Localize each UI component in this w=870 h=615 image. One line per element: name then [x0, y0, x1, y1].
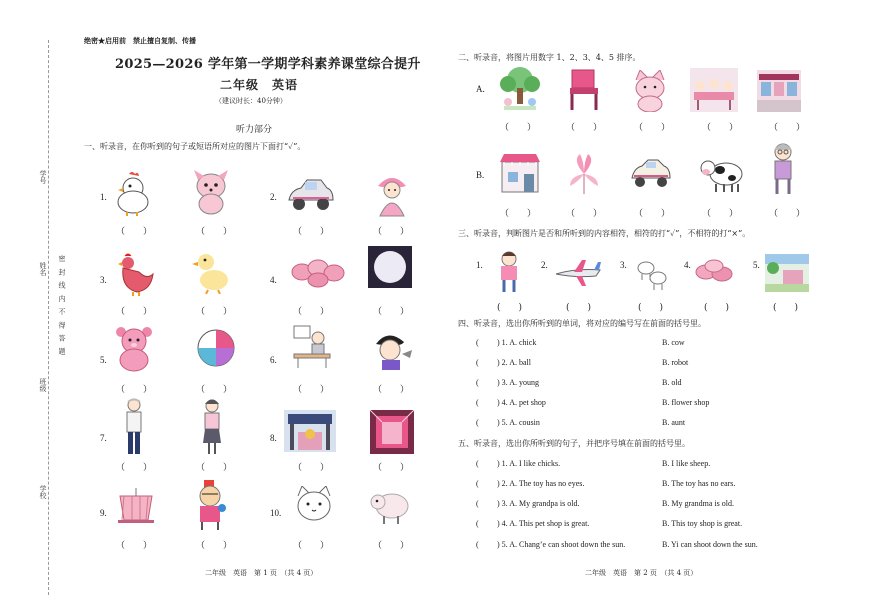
q8b-answer-blank[interactable]: （ ） — [373, 463, 410, 473]
doll-image — [372, 172, 412, 218]
q6a-answer-blank[interactable]: （ ） — [293, 385, 330, 395]
q9a-answer-blank[interactable]: （ ） — [116, 541, 153, 551]
s5-q4-option-a: ) 4. A. This pet shop is great. — [497, 519, 590, 528]
b1-answer-blank[interactable]: （ ） — [500, 209, 537, 219]
q10b-answer-blank[interactable]: （ ） — [373, 541, 410, 551]
lantern-image — [112, 486, 160, 526]
q1-number: 1. — [100, 192, 107, 202]
time-note: （建议时长：40分钟） — [215, 97, 287, 105]
q8a-answer-blank[interactable]: （ ） — [293, 463, 330, 473]
s5-q1-option-a: ) 1. A. I like chicks. — [497, 459, 561, 468]
s4-q5-open-paren: ( — [476, 418, 479, 427]
q6-number: 6. — [270, 355, 277, 365]
ball-image — [194, 326, 238, 370]
s4-q4-option-a: ) 4. A. pet shop — [497, 398, 546, 407]
q3b-answer-blank[interactable]: （ ） — [196, 307, 233, 317]
footer-page-2: 二年级 英语 第 2 页 （共 4 页） — [585, 569, 698, 577]
s5-q4-option-b: B. This toy shop is great. — [662, 519, 743, 528]
b4-answer-blank[interactable]: （ ） — [702, 209, 739, 219]
a5-answer-blank[interactable]: （ ） — [769, 123, 806, 133]
margin-seal-note: 密 封 线 内 不 得 答 题 — [58, 255, 66, 357]
section1-title: 一、听录音，在你听到的句子或短语所对应的图片下面打“✓”。 — [84, 142, 306, 151]
q5-number: 5. — [100, 355, 107, 365]
s3-q4-number: 4. — [684, 260, 691, 270]
section4-title: 四、听录音，选出你所听到的单词，将对应的编号写在前面的括号里。 — [458, 319, 706, 328]
s3-q3-blank[interactable]: ( ) — [638, 303, 664, 313]
s3-q3-number: 3. — [620, 260, 627, 270]
grandma-image — [200, 398, 224, 456]
b5-answer-blank[interactable]: （ ） — [769, 209, 806, 219]
s4-q2-option-a: ) 2. A. ball — [497, 358, 531, 367]
drawing-child-image — [292, 324, 332, 370]
s5-q4-open-paren: ( — [476, 519, 479, 528]
exam-title: 2025—2026 学年第一学期学科素养课堂综合提升 — [115, 57, 421, 72]
seal-line-dashes — [48, 40, 49, 595]
s5-q2-option-a: ) 2. A. The toy has no eyes. — [497, 479, 585, 488]
shop-street-image — [757, 70, 801, 112]
q7b-answer-blank[interactable]: （ ） — [196, 463, 233, 473]
duckling-image — [190, 248, 232, 294]
q9-number: 9. — [100, 508, 107, 518]
s4-q3-open-paren: ( — [476, 378, 479, 387]
airplane-image — [554, 258, 602, 288]
s4-q5-option-b: B. aunt — [662, 418, 686, 427]
chair-image — [566, 68, 602, 112]
row-b-label: B. — [476, 170, 485, 180]
grandpa-image — [122, 398, 146, 456]
a2-answer-blank[interactable]: （ ） — [566, 123, 603, 133]
pet-shop-image — [498, 152, 542, 194]
s3-q2-number: 2. — [541, 260, 548, 270]
grandmother-image — [768, 142, 798, 196]
kitten-image — [630, 70, 670, 112]
s5-q2-open-paren: ( — [476, 479, 479, 488]
teddy-bear-image — [113, 326, 155, 372]
child-eating-image — [372, 330, 416, 370]
toy-car-b-image — [628, 156, 672, 192]
q3-number: 3. — [100, 275, 107, 285]
b2-answer-blank[interactable]: （ ） — [566, 209, 603, 219]
section3-title: 三、听录音，判断图片是否和所听到的内容相符，相符的打“✓”，不相符的打“×”。 — [458, 229, 751, 238]
s5-q1-open-paren: ( — [476, 459, 479, 468]
s5-q1-option-b: B. I like sheep. — [662, 459, 711, 468]
q10-number: 10. — [270, 508, 282, 518]
b3-answer-blank[interactable]: （ ） — [634, 209, 671, 219]
section2-title: 二、听录音，将图片用数字 1、2、3、4、5 排序。 — [458, 53, 641, 62]
s4-q1-option-a: ) 1. A. chick — [497, 338, 537, 347]
s4-q4-option-b: B. flower shop — [662, 398, 710, 407]
margin-name: 姓名 — [39, 262, 47, 276]
q7a-answer-blank[interactable]: （ ） — [116, 463, 153, 473]
q3a-answer-blank[interactable]: （ ） — [116, 307, 153, 317]
s5-q3-open-paren: ( — [476, 499, 479, 508]
toy-shop-image — [370, 410, 414, 454]
s4-q2-open-paren: ( — [476, 358, 479, 367]
goats-image — [634, 254, 668, 290]
park-image — [765, 254, 809, 292]
q4a-answer-blank[interactable]: （ ） — [293, 307, 330, 317]
s3-q5-number: 5. — [753, 260, 760, 270]
q7-number: 7. — [100, 433, 107, 443]
s5-q3-option-b: B. My grandma is old. — [662, 499, 734, 508]
hen-image — [113, 250, 155, 296]
zoo-image — [284, 410, 336, 452]
a3-answer-blank[interactable]: （ ） — [634, 123, 671, 133]
s4-q1-open-paren: ( — [476, 338, 479, 347]
q5b-answer-blank[interactable]: （ ） — [196, 385, 233, 395]
toy-car-image — [285, 176, 335, 214]
mooncakes-image — [290, 256, 346, 288]
moon-image — [368, 246, 412, 288]
s4-q2-option-b: B. robot — [662, 358, 689, 367]
section5-title: 五、听录音，选出你所听到的句子，并把序号填在前面的括号里。 — [458, 439, 690, 448]
child-image — [496, 250, 522, 294]
q2a-answer-blank[interactable]: （ ） — [293, 227, 330, 237]
q5a-answer-blank[interactable]: （ ） — [116, 385, 153, 395]
q9b-answer-blank[interactable]: （ ） — [196, 541, 233, 551]
puppy-image — [190, 168, 232, 216]
family-tree-image — [498, 66, 542, 112]
footer-page-1: 二年级 英语 第 1 页 （共 4 页） — [205, 569, 318, 577]
s4-q4-open-paren: ( — [476, 398, 479, 407]
q8-number: 8. — [270, 433, 277, 443]
a1-answer-blank[interactable]: （ ） — [500, 123, 537, 133]
s4-q5-option-a: ) 5. A. cousin — [497, 418, 540, 427]
mooncakes-small-image — [694, 258, 734, 288]
chick-image — [113, 170, 155, 216]
s3-q1-number: 1. — [476, 260, 483, 270]
q2b-answer-blank[interactable]: （ ） — [373, 227, 410, 237]
flower-image — [566, 152, 602, 196]
s5-q2-option-b: B. The toy has no ears. — [662, 479, 736, 488]
s5-q5-option-a: ) 5. A. Chang’e can shoot down the sun. — [497, 540, 626, 549]
tiger-toy-image — [192, 478, 228, 532]
q2-number: 2. — [270, 192, 277, 202]
s3-q2-blank[interactable]: ( ) — [566, 303, 592, 313]
cat-image — [292, 486, 336, 526]
s4-q1-option-b: B. cow — [662, 338, 685, 347]
a4-answer-blank[interactable]: （ ） — [702, 123, 739, 133]
q10a-answer-blank[interactable]: （ ） — [293, 541, 330, 551]
row-a-label: A. — [476, 84, 485, 94]
s5-q5-option-b: B. Yi can shoot down the sun. — [662, 540, 758, 549]
secret-note: 绝密★启用前 禁止擅自复制、传播 — [84, 36, 196, 45]
s4-q3-option-b: B. old — [662, 378, 682, 387]
s3-q1-blank[interactable]: ( ) — [497, 303, 523, 313]
q4-number: 4. — [270, 275, 277, 285]
s5-q3-option-a: ) 3. A. My grandpa is old. — [497, 499, 580, 508]
sheep-image — [368, 488, 412, 526]
cow-image — [698, 154, 746, 194]
restaurant-image — [690, 68, 738, 112]
listening-heading: 听力部分 — [236, 125, 273, 135]
exam-subtitle: 二年级 英语 — [220, 78, 299, 92]
q4b-answer-blank[interactable]: （ ） — [373, 307, 410, 317]
s5-q5-open-paren: ( — [476, 540, 479, 549]
q6b-answer-blank[interactable]: （ ） — [373, 385, 410, 395]
s3-q5-blank[interactable]: ( ) — [773, 303, 799, 313]
q1b-answer-blank[interactable]: （ ） — [196, 227, 233, 237]
q1a-answer-blank[interactable]: （ ） — [116, 227, 153, 237]
margin-class: 班级 — [39, 378, 47, 392]
s4-q3-option-a: ) 3. A. young — [497, 378, 539, 387]
s3-q4-blank[interactable]: ( ) — [704, 303, 730, 313]
margin-school: 学校 — [39, 485, 47, 499]
margin-student-no: 学号 — [39, 170, 47, 184]
